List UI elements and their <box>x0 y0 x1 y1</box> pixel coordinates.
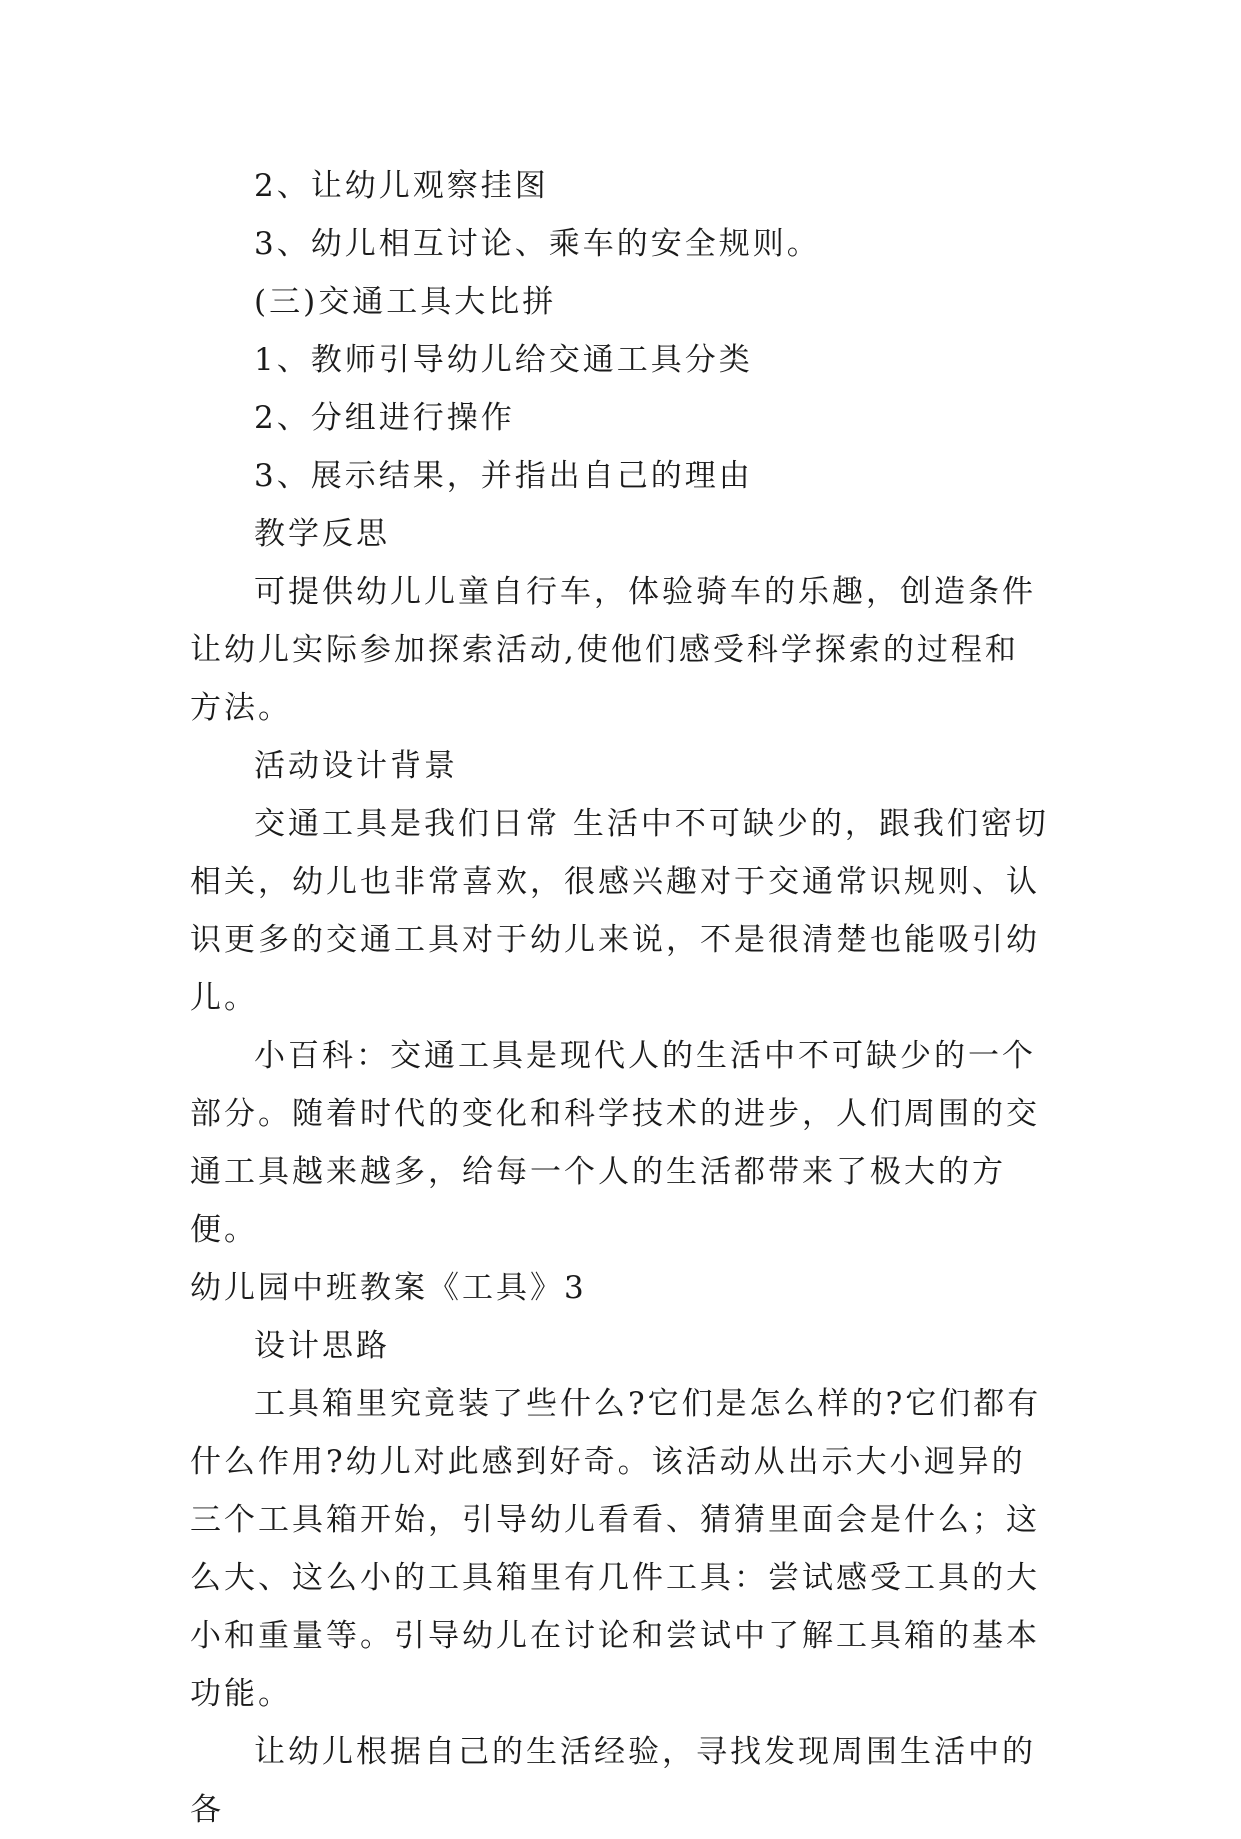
body-paragraph: 交通工具是我们日常 生活中不可缺少的，跟我们密切相关，幼儿也非常喜欢，很感兴趣对于交通常识规则、认识更多的交通工具对于幼儿来说，不是很清楚也能吸引幼儿。 <box>190 806 1049 1016</box>
list-item: 2、让幼儿观察挂图 <box>254 168 549 204</box>
body-paragraph: 让幼儿根据自己的生活经验，寻找发现周围生活中的各 <box>190 1734 1036 1828</box>
list-item: 3、展示结果，并指出自己的理由 <box>254 458 753 494</box>
body-paragraph: 可提供幼儿儿童自行车，体验骑车的乐趣，创造条件让幼儿实际参加探索活动,使他们感受科学探索的过程和方法。 <box>190 574 1036 726</box>
section-heading: 设计思路 <box>254 1328 390 1364</box>
section-heading: 活动设计背景 <box>254 748 458 784</box>
document-body <box>190 157 1050 1839</box>
body-paragraph: 小百科：交通工具是现代人的生活中不可缺少的一个部分。随着时代的变化和科学技术的进步，人们周围的交通工具越来越多，给每一个人的生活都带来了极大的方便。 <box>190 1038 1040 1248</box>
document-title: 幼儿园中班教案《工具》3 <box>190 1270 587 1306</box>
body-paragraph: 工具箱里究竟装了些什么?它们是怎么样的?它们都有什么作用?幼儿对此感到好奇。该活动从出示大小迥异的三个工具箱开始，引导幼儿看看、猜猜里面会是什么；这么大、这么小的工具箱里有几件工具：尝试感受工具的大小和重量等。引导幼儿在讨论和尝试中了解工具箱的基本功能。 <box>190 1386 1042 1712</box>
section-heading: (三)交通工具大比拼 <box>254 284 557 320</box>
list-item: 3、幼儿相互讨论、乘车的安全规则。 <box>254 226 821 262</box>
list-item: 1、教师引导幼儿给交通工具分类 <box>254 342 753 378</box>
list-item: 2、分组进行操作 <box>254 400 515 436</box>
section-heading: 教学反思 <box>254 516 390 552</box>
